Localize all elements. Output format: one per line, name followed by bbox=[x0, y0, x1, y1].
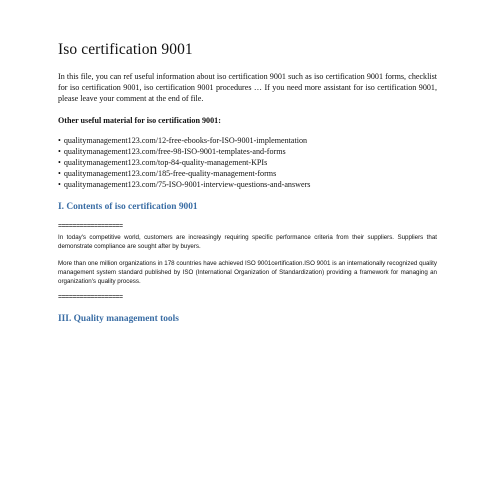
useful-links-list bbox=[58, 135, 437, 190]
link-item[interactable]: • qualitymanagement123.com/top-84-quality-management-KPIs bbox=[58, 157, 437, 168]
link-item[interactable]: • qualitymanagement123.com/12-free-ebooks-for-ISO-9001-implementation bbox=[58, 135, 437, 146]
section-heading-tools: III. Quality management tools bbox=[58, 314, 179, 324]
separator-line: ================== bbox=[58, 223, 123, 230]
link-item[interactable]: • qualitymanagement123.com/185-free-quality-management-forms bbox=[58, 168, 437, 179]
useful-material-heading: Other useful material for iso certification 9001: bbox=[58, 116, 221, 125]
body-paragraph: More than one million organizations in 178 countries have achieved ISO 9001certification.ISO 9001 is an internationally recognized quality management system standard published by ISO (International Organization of Standardization) providing a framework for managing an organization's quality process. bbox=[58, 260, 437, 285]
separator-line: ================== bbox=[58, 294, 123, 301]
section-heading-contents: I. Contents of iso certification 9001 bbox=[58, 202, 198, 212]
link-item[interactable]: • qualitymanagement123.com/75-ISO-9001-interview-questions-and-answers bbox=[58, 179, 437, 190]
link-item[interactable]: • qualitymanagement123.com/free-98-ISO-9001-templates-and-forms bbox=[58, 146, 437, 157]
page-title: Iso certification 9001 bbox=[58, 41, 193, 58]
body-paragraph: In today's competitive world, customers are increasingly requiring specific performance criteria from their suppliers. Suppliers that demonstrate compliance are sought after by buyers. bbox=[58, 234, 437, 250]
intro-paragraph: In this file, you can ref useful information about iso certification 9001 such as iso certification 9001 forms, checklist for iso certification 9001, iso certification 9001 procedures … If you need more assistant for iso certification 9001, please leave your comment at the end of file. bbox=[58, 72, 437, 103]
